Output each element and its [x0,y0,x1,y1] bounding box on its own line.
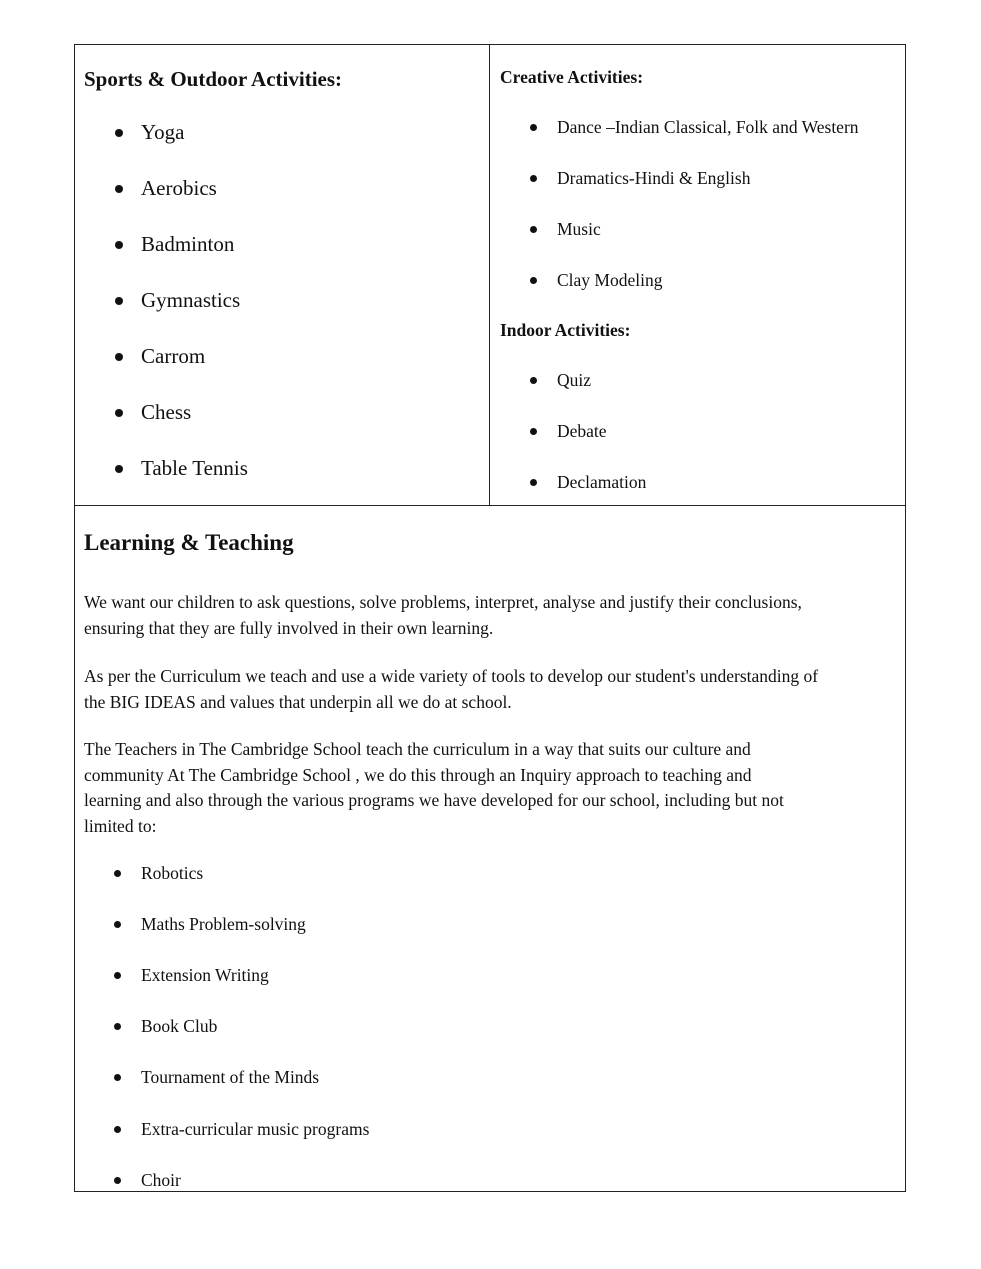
program-item: Maths Problem-solving [141,914,306,934]
program-item: Tournament of the Minds [141,1067,320,1087]
bullet-icon [114,1023,121,1030]
sports-item: Carrom [141,344,206,368]
bullet-icon [530,479,537,486]
sports-item: Aerobics [141,176,217,200]
indoor-item: Declamation [557,472,647,492]
creative-item: Music [557,219,601,239]
bullet-icon [114,870,121,877]
sports-heading: Sports & Outdoor Activities: [84,67,343,91]
program-item: Extra-curricular music programs [141,1119,370,1139]
bullet-icon [114,921,121,928]
bullet-icon [114,972,121,979]
bullet-icon [115,185,123,193]
sports-item: Table Tennis [141,456,248,480]
paragraph-line: limited to: [84,815,157,836]
bullet-icon [115,465,123,473]
bullet-icon [115,353,123,361]
sports-item: Badminton [141,232,235,256]
bullet-icon [115,297,123,305]
paragraph [84,737,899,839]
bullet-icon [114,1126,121,1133]
indoor-item: Debate [557,421,607,441]
paragraph-line: The Teachers in The Cambridge School teach the curriculum in a way that suits our culture and [84,739,751,759]
program-item: Robotics [141,863,204,883]
bullet-icon [530,124,537,131]
bullet-icon [530,175,537,182]
indoor-heading: Indoor Activities: [500,320,631,340]
paragraph-line: learning and also through the various programs we have developed for our school, including but not [84,790,784,810]
bullet-icon [530,226,537,233]
paragraph-line: We want our children to ask questions, solve problems, interpret, analyse and justify their conclusions, [84,592,802,612]
paragraph-line: ensuring that they are fully involved in their own learning. [84,617,494,638]
indoor-item: Quiz [557,370,592,390]
learning-heading: Learning & Teaching [84,530,294,555]
creative-heading: Creative Activities: [500,67,644,87]
paragraph [84,590,899,641]
creative-item: Clay Modeling [557,270,663,290]
bullet-icon [530,428,537,435]
bullet-icon [530,277,537,284]
bullet-icon [115,409,123,417]
creative-item: Dance –Indian Classical, Folk and Western [557,117,859,137]
bullet-icon [115,129,123,137]
paragraph-line: the BIG IDEAS and values that underpin all we do at school. [84,691,512,712]
sports-item: Chess [141,400,192,424]
sports-item: Yoga [141,120,185,144]
creative-item: Dramatics-Hindi & English [557,168,751,188]
paragraph-line: community At The Cambridge School , we do this through an Inquiry approach to teaching and [84,764,752,785]
program-item: Choir [141,1170,181,1190]
program-item: Extension Writing [141,965,269,985]
bullet-icon [114,1177,121,1184]
sports-item: Gymnastics [141,288,241,312]
section-divider [74,505,906,506]
bullet-icon [114,1074,121,1081]
program-item: Book Club [141,1016,218,1036]
paragraph [84,664,899,715]
bullet-icon [115,241,123,249]
paragraph-line: As per the Curriculum we teach and use a wide variety of tools to develop our student's understanding of [84,666,819,686]
column-divider [489,44,490,506]
bullet-icon [530,377,537,384]
